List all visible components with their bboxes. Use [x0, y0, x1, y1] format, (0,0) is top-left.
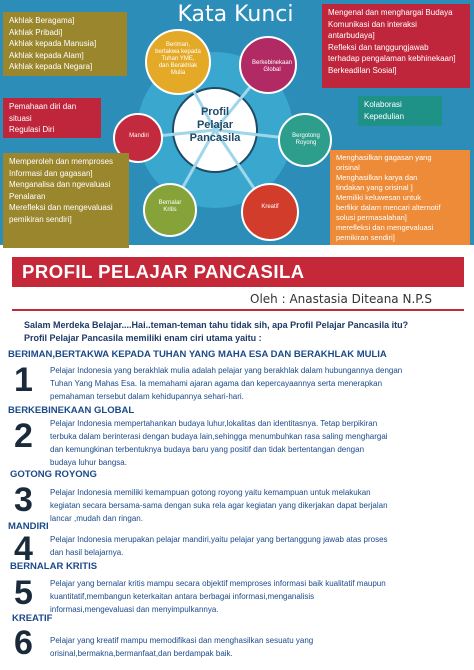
box-gotong-royong: Kolaborasi Kepedulian — [358, 96, 442, 126]
section-number-2: 2 — [14, 417, 33, 455]
poster-title: PROFIL PELAJAR PANCASILA — [22, 261, 305, 282]
section-number-6: 6 — [14, 624, 33, 662]
section-body-global: Pelajar Indonesia mempertahankan budaya luhur,lokalitas dan identitasnya. Tetap berpikiran terbuka dalam berinterasi dengan budaya lain,sehingga menumbuhkan rasa saling menghargai dan kemungkinan terbentuknya budaya baru yang positif dan tidak bertentangan dengan budaya luhur bangsa. — [50, 419, 388, 467]
caption-global: Berkebinekaan Global — [251, 60, 293, 73]
section-body-mandiri: Pelajar Indonesia merupakan pelajar mandiri,yaitu pelajar yang bertanggung jawab atas proses dan hasil belajarnya. — [50, 535, 388, 557]
section-number-3: 3 — [14, 481, 33, 519]
section-title-global: BERKEBINEKAAN GLOBAL — [8, 405, 135, 416]
keyword-infographic — [0, 0, 474, 245]
section-body-beriman: Pelajar Indonesia yang berakhlak mulia adalah pelajar yang berakhlak dalam hubungannya dengan Tuhan Yang Mahas Esa. Ia memahami ajaran agama dan kepercayaannya serta menerapkan pemahaman tersebut dalam kehidupannya sehari-hari. — [50, 366, 403, 401]
circle-kreatif — [242, 184, 298, 240]
section-title-mandiri: MANDIRI — [8, 521, 49, 532]
section-number-1: 1 — [14, 361, 33, 399]
section-body-kreatif: Pelajar yang kreatif mampu memodifikasi dan menghasilkan sesuatu yang orisinal,bermakna,bermanfaat,dan berdampak baik. — [50, 636, 314, 658]
intro-line-1: Salam Merdeka Belajar....Hai..teman-teman tahu tidak sih, apa Profil Pelajar Pancasila itu? — [24, 320, 409, 330]
caption-beriman: Beriman, bertakwa kepada Tuhan YME, dan Berakhlak Mulia — [155, 42, 201, 76]
section-title-kritis: BERNALAR KRITIS — [10, 561, 98, 572]
section-number-4: 4 — [14, 530, 33, 568]
section-body-kritis: Pelajar yang bernalar kritis mampu secara objektif memproses informasi baik kualitatif maupun kuantitatif,membangun keterkaitan antara berbagai informasi,menganalisis informasi,mengevaluasi dan menyimpulkannya. — [50, 579, 386, 614]
box-kreatif: Menghasilkan gagasan yang orisinal Menghasilkan karya dan tindakan yang orisinal ] Memiliki keluwesan untuk berfikir dalam mencari alternotif solusi permasalahan] merefleksi dan mengevaluasi pemikiran sendiri] — [330, 150, 470, 245]
hub-label: Profil Pelajar Pancasila — [189, 106, 241, 144]
section-body-gotong: Pelajar Indonesia memiliki kemampuan gotong royong yaitu kemampuan untuk melakukan kegiatan secara bersama-sama dengan suka rela agar kegiatan yang dikerjakan dapat berjalan lancar ,mudah dan ringan. — [50, 488, 388, 523]
caption-kritis: Bernalar Kritis — [158, 200, 182, 213]
box-kebinekaan: Mengenal dan menghargai Budaya Komunikasi dan interaksi antarbudaya] Refleksi dan tanggungjawab terhadap pengalaman kebhinekaan] Berkeadilan Sosial] — [322, 4, 470, 88]
caption-gotong: Bergotong Royong — [292, 133, 320, 146]
title-banner — [12, 257, 464, 287]
box-bernalar-kritis: Memperoleh dan memproses Informasi dan gagasan] Menganalisa dan ngevaluasi Penalaran Merefleksi dan mengevaluasi pemikiran sendiri] — [3, 153, 129, 248]
section-title-gotong: GOTONG ROYONG — [10, 469, 97, 480]
box-akhlak: Akhlak Beragama] Akhlak Pribadi] Akhlak kepada Manusia] Akhlak kepada Alam] Akhlak kepada Negara] — [3, 12, 127, 76]
box-mandiri: Pemahaan diri dan situasi Regulasi Diri — [3, 98, 101, 138]
divider — [12, 309, 464, 311]
caption-kreatif: Kreatif — [261, 204, 279, 210]
keyword-title: Kata Kunci — [177, 2, 294, 27]
caption-mandiri: Mandiri — [129, 133, 149, 139]
section-title-beriman: BERIMAN,BERTAKWA KEPADA TUHAN YANG MAHA ESA DAN BERAKHLAK MULIA — [8, 349, 387, 360]
section-title-kreatif: KREATIF — [12, 613, 53, 624]
intro-line-2: Profil Pelajar Pancasila memiliki enam ciri utama yaitu : — [24, 333, 262, 343]
author-line: Oleh : Anastasia Diteana N.P.S — [250, 292, 433, 306]
section-number-5: 5 — [14, 574, 33, 612]
